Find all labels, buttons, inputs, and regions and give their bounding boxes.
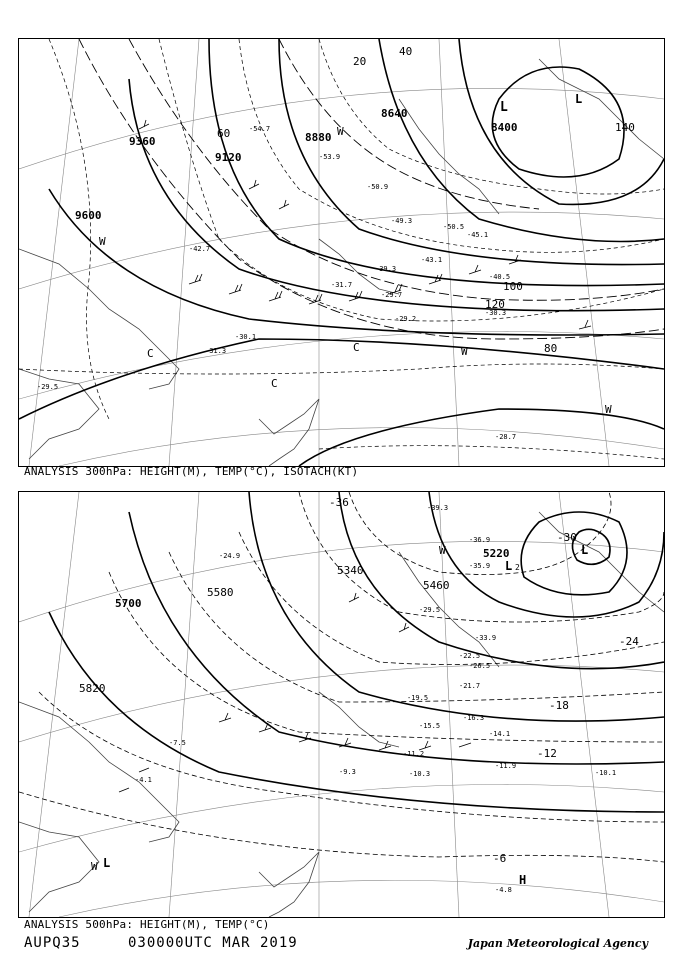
- temp-300-2: -50.9: [367, 183, 389, 191]
- map-300hpa-svg: [19, 39, 664, 466]
- temp-500-11: -15.5: [419, 722, 441, 730]
- temp-500-6: -24.9: [219, 552, 241, 560]
- chart-code: AUPQ35: [24, 935, 81, 951]
- temp-300-7: -42.7: [189, 245, 211, 253]
- temp-500-19: -4.8: [495, 886, 512, 894]
- label-300-center-4: C: [271, 377, 278, 390]
- temp-300-15: -28.7: [495, 433, 517, 441]
- temp-500-5: -26.5: [469, 662, 491, 670]
- label-300-center-2: C: [147, 347, 154, 360]
- temp-300-10: -31.7: [331, 281, 353, 289]
- label-300-isotach-6: 140: [615, 121, 635, 134]
- label-300-height-5: 9600: [75, 209, 102, 222]
- isotherms-500: [19, 492, 664, 862]
- temp-300-14: -29.2: [395, 315, 417, 323]
- label-300-isotach-4: 100: [503, 280, 523, 293]
- temp-300-8: -40.5: [489, 273, 511, 281]
- graticule-300: [19, 39, 664, 466]
- label-500-height-4: 5700: [115, 597, 142, 610]
- temp-500-14: -11.2: [403, 750, 425, 758]
- label-500-center-5: W: [91, 860, 98, 873]
- label-300-height-0: 8400: [491, 121, 518, 134]
- label-300-center-5: W: [99, 235, 106, 248]
- temp-300-17: -31.3: [205, 347, 227, 355]
- temp-500-4: -29.5: [419, 606, 441, 614]
- temp-300-13: -29.5: [37, 383, 59, 391]
- label-500-center-2: L: [103, 856, 111, 870]
- temp-300-5: -45.1: [467, 231, 489, 239]
- label-500-iso-5: -6: [493, 852, 507, 865]
- label-300-center-3: C: [353, 341, 360, 354]
- label-500-height-1: 5340: [337, 564, 364, 577]
- temp-500-17: -9.3: [339, 768, 356, 776]
- label-300-center-6: W: [337, 125, 344, 138]
- temp-500-18: -7.5: [169, 739, 186, 747]
- height-contours-300: [19, 39, 664, 466]
- temp-300-3: -50.5: [443, 223, 465, 231]
- label-500-center-1: L: [505, 559, 513, 573]
- label-300-isotach-5: 120: [485, 298, 505, 311]
- label-500-iso-0: -36: [329, 496, 349, 509]
- temp-500-13: -11.9: [495, 762, 517, 770]
- temp-500-3: -33.9: [475, 634, 497, 642]
- temp-500-0: -39.3: [427, 504, 449, 512]
- label-500-iso-2: -24: [619, 635, 639, 648]
- label-500-center-4: W: [439, 544, 446, 557]
- label-300-center-0: L: [500, 100, 508, 115]
- caption-500hpa: ANALYSIS 500hPa: HEIGHT(M), TEMP(°C): [24, 918, 270, 931]
- temp-300-11: -30.1: [235, 333, 257, 341]
- temp-300-0: -54.7: [249, 125, 271, 133]
- labels-300: [37, 45, 635, 441]
- map-500hpa-svg: [19, 492, 664, 917]
- label-500-center-3: H: [519, 873, 527, 887]
- temp-500-1: -36.9: [469, 536, 491, 544]
- temp-300-12: -29.7: [381, 291, 403, 299]
- label-500-iso-1: -30: [557, 531, 577, 544]
- temp-500-16: -10.1: [595, 769, 617, 777]
- label-500-height-3: 5580: [207, 586, 234, 599]
- temp-300-1: -53.9: [319, 153, 341, 161]
- label-300-center-8: W: [605, 403, 612, 416]
- caption-300hpa: ANALYSIS 300hPa: HEIGHT(M), TEMP(°C), ISOTACH(KT): [24, 465, 359, 478]
- isotherms-300: [19, 39, 664, 459]
- label-500-iso-4: -12: [537, 747, 557, 760]
- label-300-isotach-2: 60: [217, 127, 231, 140]
- temp-500-2: -35.9: [469, 562, 491, 570]
- map-panel-300hpa: [18, 38, 665, 467]
- temp-300-16: -30.3: [485, 309, 507, 317]
- temp-300-6: -43.1: [421, 256, 443, 264]
- labels-500: [79, 496, 639, 894]
- label-300-height-3: 9120: [215, 151, 242, 164]
- map-panel-500hpa: [18, 491, 665, 918]
- temp-500-10: -16.3: [463, 714, 485, 722]
- label-300-isotach-1: 40: [399, 45, 413, 58]
- label-500-height-5: 5820: [79, 682, 106, 695]
- label-300-isotach-3: 80: [544, 342, 558, 355]
- label-300-height-2: 8880: [305, 131, 332, 144]
- valid-time: 030000UTC MAR 2019: [128, 935, 298, 951]
- label-300-center-1: L: [575, 92, 583, 106]
- temp-500-20: -4.1: [135, 776, 152, 784]
- label-500-height-2: 5460: [423, 579, 450, 592]
- temp-500-12: -14.1: [489, 730, 511, 738]
- label-500-lowvalue: 2: [515, 563, 520, 572]
- label-300-height-4: 9360: [129, 135, 156, 148]
- temp-300-4: -49.3: [391, 217, 413, 225]
- label-500-height-0: 5220: [483, 547, 510, 560]
- temp-500-15: -10.3: [409, 770, 431, 778]
- agency-name: Japan Meteorological Agency: [467, 937, 648, 950]
- label-500-center-0: L: [581, 543, 589, 557]
- label-300-isotach-0: 20: [353, 55, 367, 68]
- temp-500-7: -22.5: [459, 652, 481, 660]
- temp-500-9: -19.5: [407, 694, 429, 702]
- label-300-height-1: 8640: [381, 107, 408, 120]
- label-500-iso-3: -18: [549, 699, 569, 712]
- temp-500-8: -21.7: [459, 682, 481, 690]
- temp-300-9: -39.3: [375, 265, 397, 273]
- label-300-center-7: W: [461, 345, 468, 358]
